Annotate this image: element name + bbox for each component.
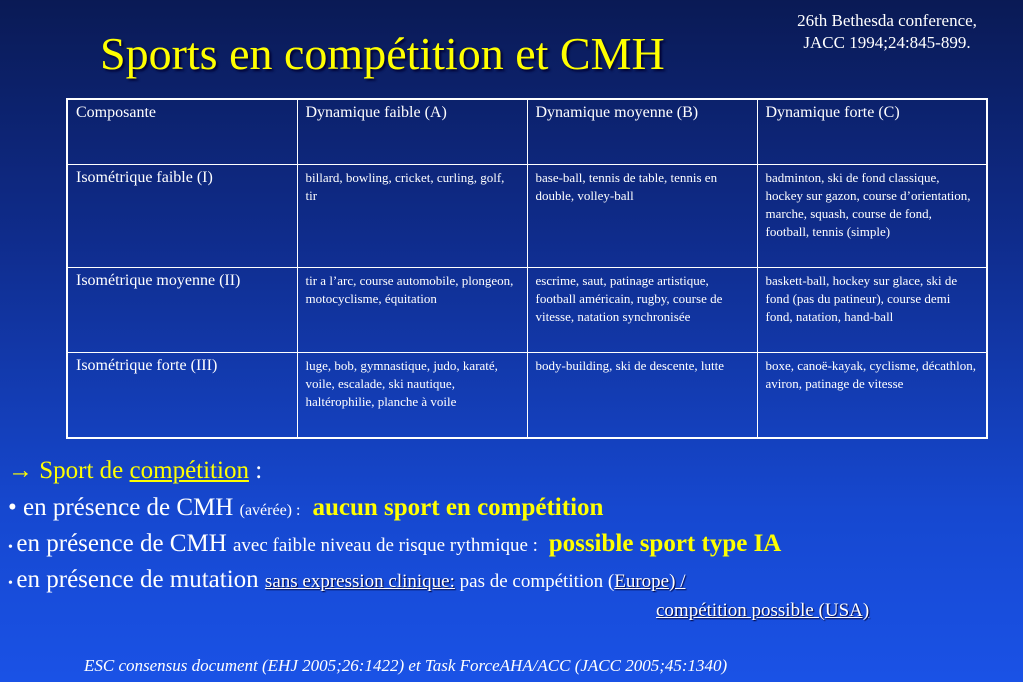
note-europe-text: Europe) / [614, 571, 686, 592]
note-small-text: (avérée) : [239, 502, 305, 519]
bullet: • [8, 576, 17, 591]
table-cell: baskett-ball, hockey sur glace, ski de fond (pas du patineur), course demi fond, natation, hand-ball [757, 268, 987, 353]
note-highlight: possible sport type IA [548, 530, 782, 557]
table-cell: badminton, ski de fond classique, hockey sur gazon, course d’orientation, marche, squash, course de fond, football, tennis (simple) [757, 165, 987, 268]
bullet: • [8, 494, 24, 521]
footer-citation: ESC consensus document (EHJ 2005;26:1422) et Task ForceAHA/ACC (JACC 2005;45:1340) [84, 656, 728, 675]
page-title: Sports en compétition et CMH [100, 28, 665, 79]
note-main-text: en présence de CMH [23, 494, 240, 521]
note-line-usa: compétition possible (USA) [656, 600, 870, 621]
table-header-row [67, 99, 987, 165]
reference-line-2: JACC 1994;24:845-899. [803, 33, 971, 52]
note-main-text: en présence de mutation [16, 566, 265, 593]
note-line-cmh-averee [8, 494, 603, 522]
note-arrow-text: → Sport de [8, 457, 130, 484]
note-underlined-text: sans expression clinique: [264, 571, 455, 592]
header-dynamique-forte: Dynamique forte (C) [757, 99, 987, 165]
note-main-text: en présence de CMH [16, 530, 233, 557]
table-cell: escrime, saut, patinage artistique, football américain, rugby, course de vitesse, natation synchronisée [527, 268, 757, 353]
table-cell: tir a l’arc, course automobile, plongeon, motocyclisme, équitation [297, 268, 527, 353]
reference-note [767, 10, 1007, 54]
header-composante: Composante [67, 99, 297, 165]
row-label: Isométrique faible (I) [67, 165, 297, 268]
table-row [67, 165, 987, 268]
note-highlight: aucun sport en compétition [312, 494, 604, 521]
note-line-mutation [8, 566, 685, 594]
header-dynamique-moyenne: Dynamique moyenne (B) [527, 99, 757, 165]
table-cell: base-ball, tennis de table, tennis en double, volley-ball [527, 165, 757, 268]
table-row [67, 353, 987, 439]
note-small-text: pas de compétition ( [454, 571, 615, 592]
table-row [67, 268, 987, 353]
row-label: Isométrique moyenne (II) [67, 268, 297, 353]
row-label: Isométrique forte (III) [67, 353, 297, 439]
bullet: • [8, 540, 17, 555]
table-cell: billard, bowling, cricket, curling, golf, tir [297, 165, 527, 268]
sports-classification-table [66, 98, 988, 439]
reference-line-1: 26th Bethesda conference, [797, 11, 977, 30]
note-colon: : [248, 457, 263, 484]
note-line-cmh-faible-risque [8, 530, 781, 558]
note-line-sport-competition [8, 457, 262, 485]
header-dynamique-faible: Dynamique faible (A) [297, 99, 527, 165]
competition-link[interactable]: compétition [129, 457, 249, 484]
table-cell: luge, bob, gymnastique, judo, karaté, voile, escalade, ski nautique, haltérophilie, planche à voile [297, 353, 527, 439]
table-cell: boxe, canoë-kayak, cyclisme, décathlon, aviron, patinage de vitesse [757, 353, 987, 439]
table-cell: body-building, ski de descente, lutte [527, 353, 757, 439]
note-small-text: avec faible niveau de risque rythmique : [233, 535, 543, 556]
